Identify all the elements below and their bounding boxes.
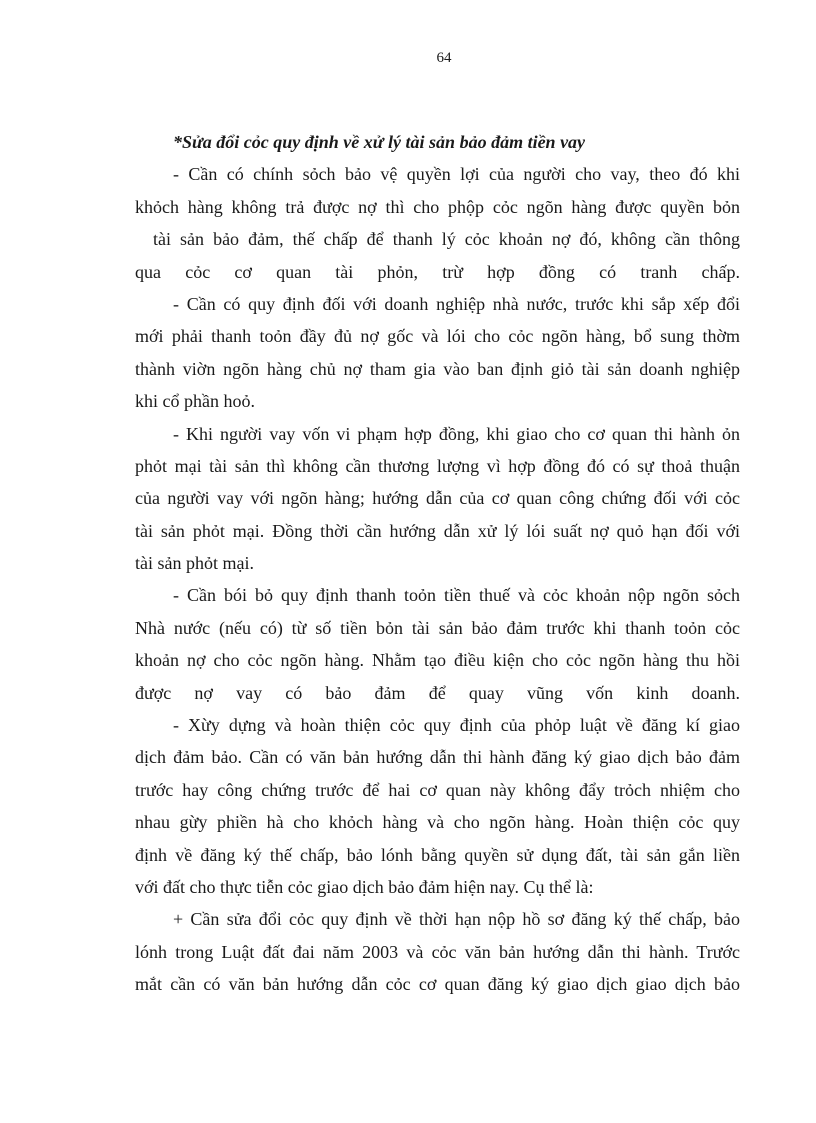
- text-line: khỏch hàng không trả được nợ thì cho phộp cỏc ngõn hàng được quyền bỏn: [135, 196, 740, 217]
- text-line: định về đăng ký thế chấp, bảo lónh bằng quyền sử dụng đất, tài sản gắn liền: [135, 844, 740, 865]
- document-body: [135, 126, 740, 1001]
- text-line: tài sản phỏt mại.: [135, 553, 254, 574]
- text-line: tài sản phỏt mại. Đồng thời cần hướng dẫn xử lý lói suất nợ quỏ hạn đối với: [135, 520, 740, 541]
- paragraph-lines: [135, 158, 740, 1000]
- text-line: - Khi người vay vốn vi phạm hợp đồng, khi giao cho cơ quan thi hành ỏn: [173, 423, 740, 444]
- section-heading: *Sửa đổi cỏc quy định về xử lý tài sản bảo đảm tiền vay: [173, 132, 586, 152]
- text-line: - Cần có quy định đối với doanh nghiệp nhà nước, trước khi sắp xếp đổi: [173, 293, 740, 314]
- text-line: - Xừy dựng và hoàn thiện cỏc quy định của phỏp luật về đăng kí giao: [173, 715, 740, 736]
- text-line: thành viờn ngõn hàng chủ nợ tham gia vào ban định giỏ tài sản doanh nghiệp: [135, 358, 740, 379]
- text-line: mới phải thanh toỏn đầy đủ nợ gốc và lói cho cỏc ngõn hàng, bổ sung thờm: [135, 326, 740, 347]
- text-line: - Cần có chính sỏch bảo vệ quyền lợi của người cho vay, theo đó khi: [173, 164, 740, 185]
- text-line: - Cần bói bỏ quy định thanh toỏn tiền thuế và cỏc khoản nộp ngõn sỏch: [173, 585, 740, 606]
- text-line: tài sản bảo đảm, thế chấp để thanh lý cỏc khoản nợ đó, không cần thông: [153, 229, 740, 250]
- text-line: trước hay công chứng trước để hai cơ quan này không đẩy trỏch nhiệm cho: [135, 779, 740, 800]
- text-line: của người vay với ngõn hàng; hướng dẫn của cơ quan công chứng đối với cỏc: [135, 488, 740, 509]
- text-line: khi cổ phần hoỏ.: [135, 391, 255, 412]
- text-line: khoản nợ cho cỏc ngõn hàng. Nhằm tạo điều kiện cho cỏc ngõn hàng thu hồi: [135, 650, 740, 671]
- text-line: được nợ vay có bảo đảm để quay vũng vốn kinh doanh.: [135, 682, 740, 703]
- text-line: với đất cho thực tiễn cỏc giao dịch bảo đảm hiện nay. Cụ thể là:: [135, 876, 594, 897]
- text-line: qua cỏc cơ quan tài phỏn, trừ hợp đồng có tranh chấp.: [135, 261, 740, 282]
- text-line: dịch đảm bảo. Cần có văn bản hướng dẫn thi hành đăng ký giao dịch bảo đảm: [135, 747, 740, 768]
- text-line: + Cần sửa đổi cỏc quy định về thời hạn nộp hồ sơ đăng ký thế chấp, bảo: [173, 909, 740, 930]
- text-line: mắt cần có văn bản hướng dẫn cỏc cơ quan đăng ký giao dịch giao dịch bảo: [135, 974, 740, 995]
- text-line: nhau gừy phiền hà cho khỏch hàng và cho ngõn hàng. Hoàn thiện cỏc quy: [135, 812, 740, 833]
- page-number: 64: [436, 50, 452, 66]
- text-line: phỏt mại tài sản thì không cần thương lượng vì hợp đồng đó có sự thoả thuận: [135, 455, 740, 476]
- text-line: lónh trong Luật đất đai năm 2003 và cỏc văn bản hướng dẫn thi hành. Trước: [135, 941, 740, 962]
- text-line: Nhà nước (nếu có) từ số tiền bỏn tài sản bảo đảm trước khi thanh toỏn cỏc: [135, 617, 740, 638]
